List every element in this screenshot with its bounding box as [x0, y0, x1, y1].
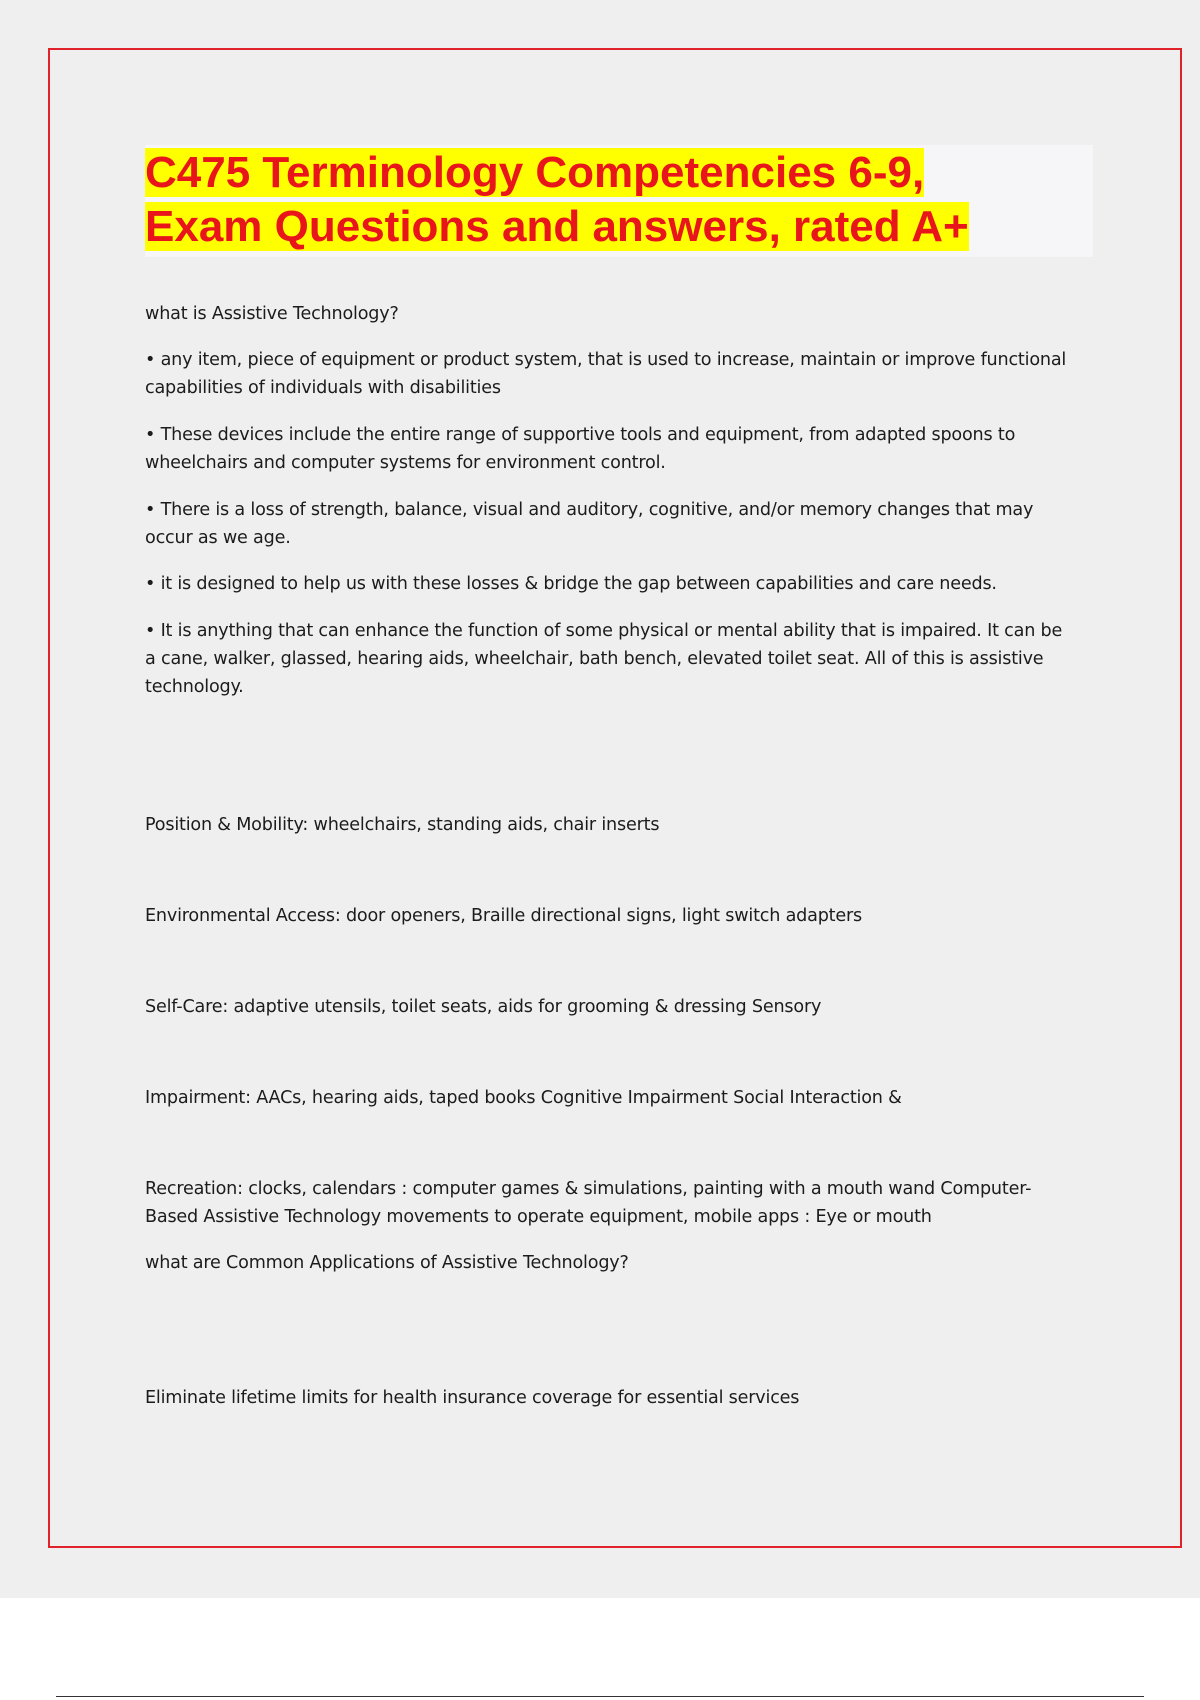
answer-3: Eliminate lifetime limits for health insurance coverage for essential services [145, 1388, 800, 1408]
bullet-1: • any item, piece of equipment or product system, that is used to increase, maintain or improve functional capabilities of individuals with disabilities [145, 350, 1067, 398]
bullet-2: • These devices include the entire range of supportive tools and equipment, from adapted spoons to wheelchairs and computer systems for environment control. [145, 425, 1016, 473]
question-2: what are Common Applications of Assistive Technology? [145, 1253, 629, 1273]
application-recreation: Recreation: clocks, calendars : computer games & simulations, painting with a mouth wand Computer-Based Assistive Technology movements to operate equipment, mobile apps : Eye or mouth [145, 1179, 1032, 1227]
document-border [48, 48, 1182, 1548]
bullet-3: • There is a loss of strength, balance, visual and auditory, cognitive, and/or memory changes that may occur as we age. [145, 500, 1034, 548]
bullet-4: • it is designed to help us with these losses & bridge the gap between capabilities and care needs. [145, 574, 997, 594]
question-1: what is Assistive Technology? [145, 304, 399, 324]
footer-rule [56, 1696, 1144, 1697]
application-position-mobility: Position & Mobility: wheelchairs, standing aids, chair inserts [145, 815, 660, 835]
application-environmental-access: Environmental Access: door openers, Braille directional signs, light switch adapters [145, 906, 863, 926]
application-self-care: Self-Care: adaptive utensils, toilet seats, aids for grooming & dressing Sensory [145, 997, 822, 1017]
title-line-1: C475 Terminology Competencies 6-9, [145, 148, 925, 197]
document-title [145, 146, 969, 254]
application-impairment: Impairment: AACs, hearing aids, taped books Cognitive Impairment Social Interaction & [145, 1088, 902, 1108]
bullet-5: • It is anything that can enhance the function of some physical or mental ability that is impaired. It can be a cane, walker, glassed, hearing aids, wheelchair, bath bench, elevated toilet seat. All of this is assistive technology. [145, 621, 1063, 697]
title-line-2: Exam Questions and answers, rated A+ [145, 202, 969, 251]
